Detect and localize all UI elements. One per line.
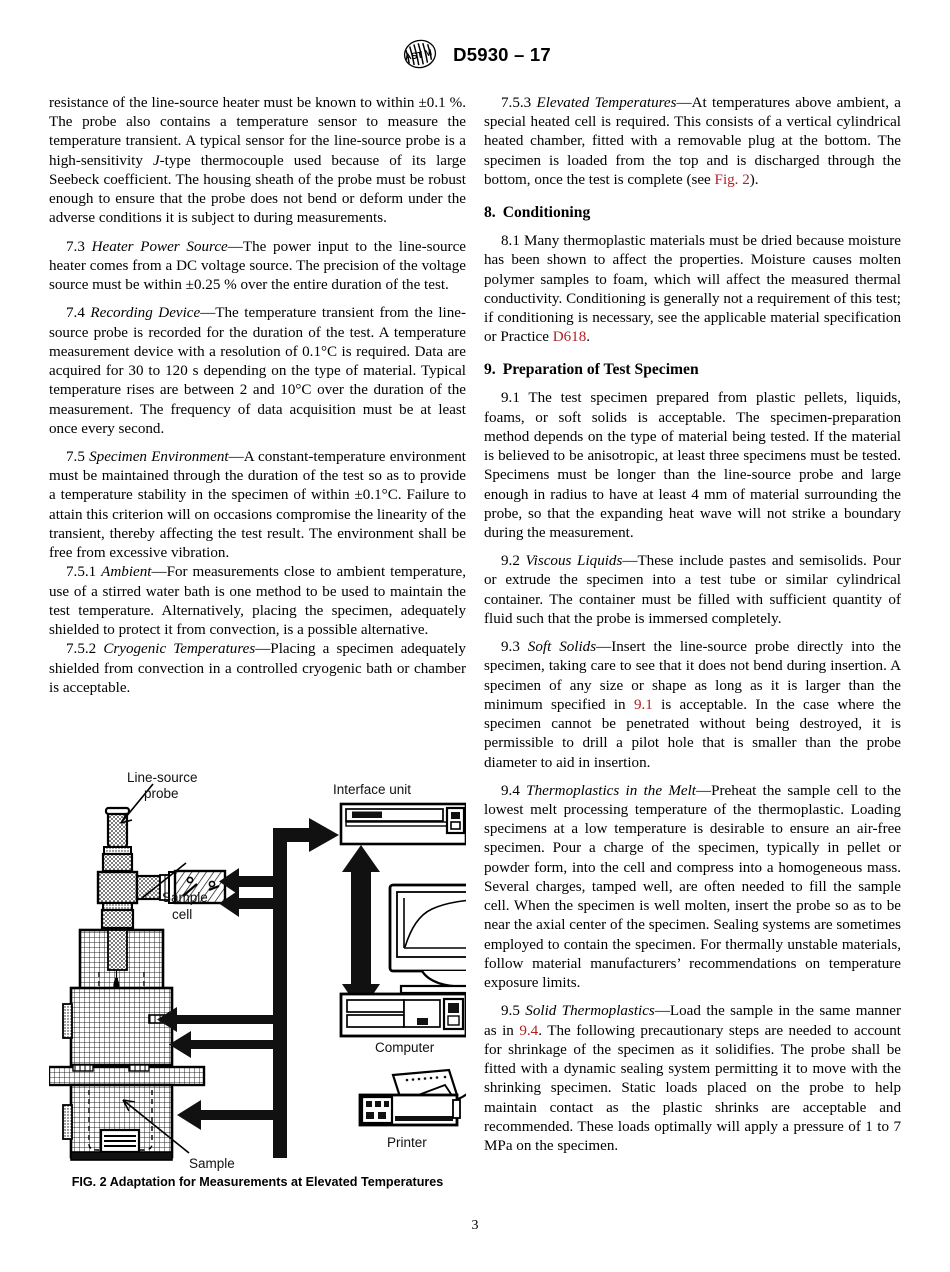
interface-unit-device (341, 804, 466, 844)
heading-9 (484, 360, 901, 380)
para-9-5 (484, 1002, 901, 1156)
page-number: 3 (471, 1218, 479, 1233)
body-text: —Load the sample in the same manner as in (484, 1003, 902, 1039)
para-9-1 (484, 389, 901, 543)
printer-device (360, 1070, 460, 1125)
page-header (0, 38, 950, 72)
section-number: 8. (484, 204, 496, 222)
para-7-5-3 (484, 94, 901, 190)
emphasis-text: Elevated Temperatures (536, 95, 677, 111)
computer-monitor (390, 885, 466, 993)
body-text: —Preheat the sample cell to the lowest melt processing temperature of the thermoplastic. Loading specimens at a low temperature is desirable to ensure an air-free specimen. Pour a charge of the specimen, typically in pellet or powder form, into the cell and compress into a homogeneous mass. Several charges, tamped well, are often needed to fill the sample cell. When the specimen is well molten, insert the probe so as to be near the axial center of the specimen. Sealing systems are sometimes employed to contain the specimen. For thermally unstable materials, follow material manufacturers’ recommendations on temperature exposure limits. (484, 782, 902, 992)
figure-caption: FIG. 2 Adaptation for Measurements at Elevated Temperatures (71, 1175, 444, 1189)
svg-text:M: M (423, 47, 434, 59)
body-text: . (586, 329, 591, 346)
label-sample-cell-line2: cell (172, 907, 193, 922)
cross-reference-link[interactable]: 9.1 (633, 696, 653, 713)
body-text: . The following precautionary steps are needed to account for shrinkage of the specimen as it solidifies. The probe shall be fitted with a dynamic sealing system permitting it to move with the shrinking specimen. Static loads placed on the probe to help maintain contact as the plastic shrinks are acceptable and recommended. These loads optimally will apply a pressure of 1 to 7 MPa on the specimen. (484, 1022, 901, 1154)
emphasis-text: Solid Thermoplastics (525, 1003, 655, 1020)
body-text: 9.2 (501, 553, 526, 570)
body-text: —At temperatures above ambient, a special heated cell is required. This consists of a vertical cylindrical heated chamber, fitted with a removable plug at the bottom. The specimen is loaded from the top and is discharged through the bottom, once the test is complete (see (484, 95, 901, 188)
svg-text:T: T (416, 49, 424, 61)
section-title: Preparation of Test Specimen (502, 361, 699, 379)
label-line-source-probe-line1: Line-source (127, 772, 198, 785)
svg-text:S: S (410, 50, 419, 62)
cross-reference-link[interactable]: D618 (552, 329, 587, 346)
para-9-3 (484, 638, 901, 773)
label-interface-unit: Interface unit (333, 782, 412, 797)
label-line-source-probe-line2: probe (144, 786, 179, 801)
emphasis-text: J (152, 152, 160, 169)
body-text: 7.5.1 (66, 564, 102, 581)
label-sample-cell-line1: Sample (162, 890, 208, 905)
body-text: 9.5 (501, 1003, 526, 1020)
svg-text:A: A (403, 50, 413, 63)
bidirectional-arrow (342, 845, 380, 1012)
emphasis-text: Soft Solids (527, 639, 597, 656)
para-continued (49, 94, 466, 229)
body-text: 7.5.2 (66, 641, 104, 658)
body-text: —Placing a specimen adequately shielded from convection in a controlled cryogenic bath or chamber is acceptable. (49, 641, 466, 696)
body-text: —Insert the line-source probe directly into the specimen, taking care to see that it does not bend during insertion. A specimen of any size or shape as long as it is larger than the minimum specified in (484, 639, 902, 713)
section-title: Conditioning (502, 204, 591, 222)
section-number: 9. (484, 361, 496, 379)
label-computer: Computer (375, 1040, 435, 1055)
body-text: —These include pastes and semisolids. Pour or extrude the specimen into a test tube or similar cylindrical container. The container must be filled with sufficient quantity of fluid such that the probe is immersed completely. (484, 553, 901, 627)
body-text: 7.5 (66, 448, 90, 465)
emphasis-text: Recording Device (90, 305, 201, 322)
emphasis-text: Viscous Liquids (525, 553, 623, 570)
document-designation: D5930 – 17 (453, 44, 551, 65)
cross-reference-link[interactable]: Fig. 2 (714, 171, 750, 188)
emphasis-text: Heater Power Source (91, 238, 228, 255)
heading-8 (484, 203, 901, 223)
body-text: —A constant-temperature environment must be maintained through the duration of the test so as to provide a temperature stability in the specimen of within ±0.1°C. Failure to attain this criterion will on occasions compromise the linearity of the transient, thereby affecting the test result. The environment shall be free from excessive vibration. (49, 448, 466, 562)
para-7-5-2 (49, 640, 466, 698)
body-text: resistance of the line-source heater must be known to within ±0.1 %. The probe also contains a temperature sensor to measure the temperature transient. A typical sensor for the line-source probe is a high-sensitivity (49, 95, 466, 169)
para-8-1 (484, 232, 901, 347)
emphasis-text: Specimen Environment (89, 448, 229, 465)
body-text: 9.4 (501, 782, 527, 799)
signal-arrows (157, 818, 339, 1158)
label-printer: Printer (387, 1135, 427, 1150)
para-7-5-1 (49, 563, 466, 640)
body-text: 7.4 (66, 305, 91, 322)
right-text-column (484, 94, 901, 1156)
emphasis-text: Thermoplastics in the Melt (526, 782, 696, 799)
astm-logo (399, 38, 441, 72)
left-text-column (49, 94, 466, 698)
para-9-2 (484, 552, 901, 629)
emphasis-text: Cryogenic Temperatures (103, 641, 256, 658)
para-7-5 (49, 448, 466, 563)
cross-reference-link[interactable]: 9.4 (519, 1022, 539, 1039)
body-text: is acceptable. In the case where the specimen cannot be penetrated without being destroyed, it is permissible to drill a pilot hole that is smaller than the probe diameter to aid in insertion. (484, 696, 901, 771)
body-text: —The temperature transient from the line-source probe is recorded for the duration of the test. A temperature measurement device with a resolution of 0.1°C is required. Data are acquired for 30 to 120 s depending on the type of material. Typical temperature rises are between 2 and 10°C over the duration of the measurement. The frequency of data acquisition must be at least once every second. (49, 305, 466, 437)
body-text: ). (749, 171, 759, 188)
figure-2-diagram (49, 772, 466, 1192)
body-text: -type thermocouple used because of its large Seebeck coefficient. The housing sheath of the probe must be robust enough to ensure that the probe does not bend or deform under the adverse conditions it is subject to during measurements. (49, 152, 466, 227)
body-text: 9.3 (501, 639, 528, 656)
body-text: —The power input to the line-source heater comes from a DC voltage source. The precision of the voltage source must be within ±0.25 % over the entire duration of the test. (49, 238, 466, 294)
body-text: 7.3 (66, 238, 92, 255)
body-text: 7.5.3 (501, 95, 537, 111)
body-text: 8.1 Many thermoplastic materials must be dried because moisture has been shown to affect the properties. Moisture causes molten polymer samples to foam, which will affect the measured thermal conductivity. Conditioning is generally not a requirement of this test; if conditioning is necessary, see the applicable material specification or Practice (484, 233, 901, 346)
body-text: —For measurements close to ambient temperature, use of a stirred water bath is one method to be used to maintain the test temperature. Alternatively, placing the specimen, adequately shielded to protect it from convection, is a possible alternative. (49, 564, 466, 639)
para-7-4 (49, 304, 466, 439)
emphasis-text: Ambient (101, 564, 152, 581)
para-9-4 (484, 782, 901, 994)
label-sample: Sample (189, 1156, 235, 1171)
body-text: 9.1 The test specimen prepared from plastic pellets, liquids, foams, or soft solids is acceptable. The specimen-preparation method depends on the type of material being tested. If the material is believed to be anisotropic, at least three specimens must be tested. Specimens must be longer than the line-source probe and large enough in radius to have at least 4 mm of material surrounding the probe, so that the expanding heat wave will not strike a boundary during the measurement. (484, 390, 901, 541)
para-7-3 (49, 238, 466, 296)
